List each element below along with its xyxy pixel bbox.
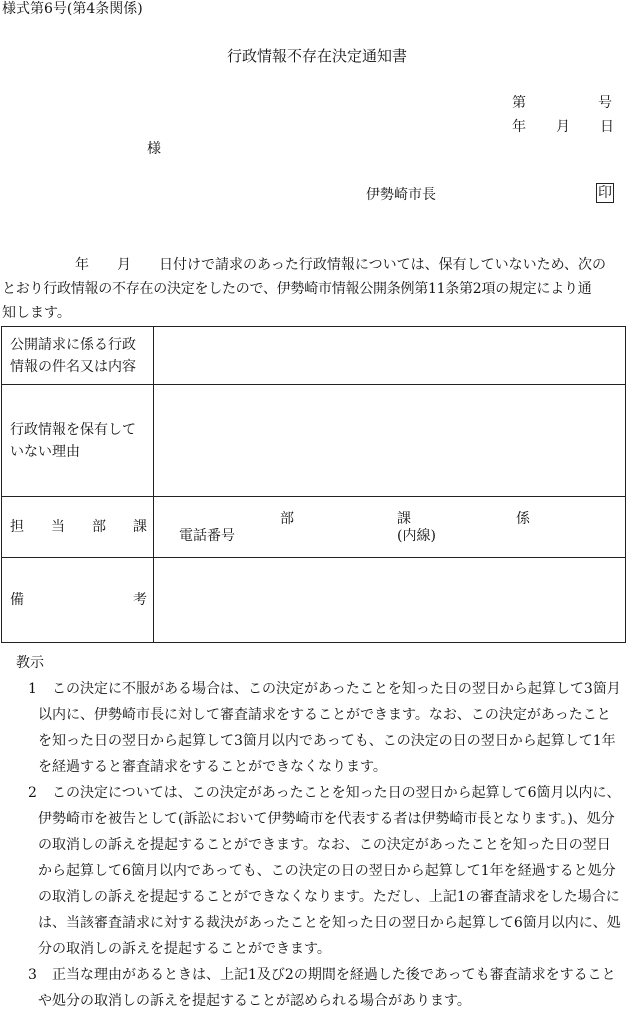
note-text: この決定については、この決定があったことを知った日の翌日から起算して6箇月以内に、伊勢崎市を被告として(訴訟において伊勢崎市を代表する者は伊勢崎市長となります。)、処分の取消しの訴えを提起することができます。なお、この決定があったことを知った日の翌日から起算して6箇月以内であっても、この決定の日の翌日から起算して1年を経過すると処分の取消しの訴えを提起することができなくなります。ただし、上記1の審査請求をした場合には、当該審査請求に対する裁決があったことを知った日の翌日から起算して6箇月以内に、処分の取消しの訴えを提起することができます。: [38, 785, 621, 957]
issuer-name: 伊勢崎市長: [366, 187, 436, 203]
subject-label-line-1: 公開請求に係る行政: [10, 336, 136, 353]
doc-number-prefix: 第: [512, 95, 526, 111]
table-row: [2, 385, 626, 497]
department-label-char: 課: [133, 519, 147, 535]
seal-mark: 印: [598, 185, 612, 201]
subject-label: [2, 327, 154, 385]
table-row: [2, 497, 626, 558]
staff-unit: 係: [516, 511, 530, 527]
note-number: 3: [28, 967, 37, 983]
instructions: [10, 650, 622, 1014]
section-unit: 課: [397, 511, 411, 527]
list-item: [10, 676, 622, 780]
department-label: [2, 497, 154, 558]
table-row: [2, 327, 626, 385]
remarks-label-char: 考: [133, 592, 147, 608]
phone-label: 電話番号: [179, 528, 235, 544]
department-label-char: 当: [51, 519, 65, 535]
table-row: [2, 558, 626, 643]
department-label-char: 部: [92, 519, 106, 535]
note-number: 2: [28, 785, 37, 801]
date-month: 月: [556, 119, 570, 135]
form-id: 様式第6号(第4条関係): [2, 1, 143, 17]
note-text: この決定に不服がある場合は、この決定があったことを知った日の翌日から起算して3箇月以内に、伊勢崎市長に対して審査請求をすることができます。なお、この決定があったことを知った日の翌日から起算して3箇月以内であっても、この決定の日の翌日から起算して1年を経過すると審査請求をすることができなくなります。: [38, 681, 621, 775]
department-value: [154, 497, 626, 558]
page-title: 行政情報不存在決定通知書: [227, 47, 408, 65]
note-text: 正当な理由があるときは、上記1及び2の期間を経過した後であっても審査請求をすることや処分の取消しの訴えを提起することが認められる場合があります。: [38, 967, 616, 1009]
reason-value: [154, 385, 626, 497]
subject-label-line-2: 情報の件名又は内容: [10, 358, 136, 375]
body-line-1: 年 月 日付けで請求のあった行政情報については、保有していないため、次の: [75, 257, 607, 273]
department-label-char: 担: [10, 519, 24, 535]
dept-unit: 部: [280, 511, 294, 527]
reason-label-line-2: いない理由: [10, 443, 80, 460]
addressee-suffix: 様: [147, 141, 161, 157]
extension-label: (内線): [397, 528, 436, 544]
list-item: [10, 780, 622, 962]
remarks-label: [2, 558, 154, 643]
list-item: [10, 962, 622, 1014]
note-number: 1: [28, 681, 37, 697]
date-year: 年: [512, 119, 526, 135]
remarks-label-char: 備: [10, 592, 24, 608]
instructions-heading: 教示: [16, 655, 44, 671]
reason-label: [2, 385, 154, 497]
subject-value: [154, 327, 626, 385]
reason-label-line-1: 行政情報を保有して: [10, 421, 136, 438]
date-day: 日: [600, 119, 614, 135]
decision-table: [1, 326, 626, 643]
body-line-2: とおり行政情報の不存在の決定をしたので、伊勢崎市情報公開条例第11条第2項の規定により通: [2, 281, 592, 297]
remarks-value: [154, 558, 626, 643]
body-line-3: 知します。: [2, 305, 71, 321]
doc-number-suffix: 号: [598, 95, 612, 111]
